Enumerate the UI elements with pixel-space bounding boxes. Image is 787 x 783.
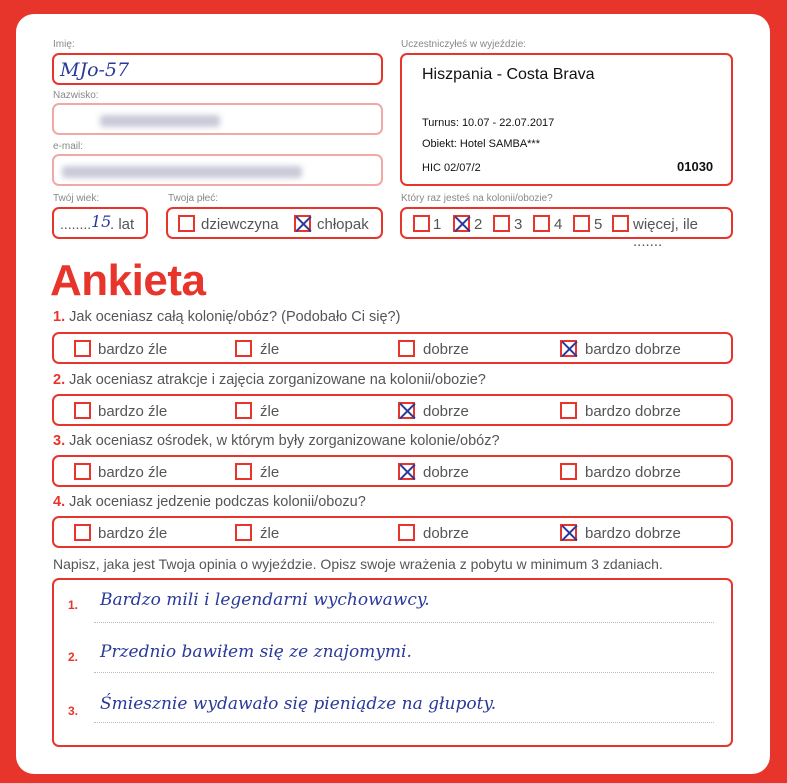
q1-checkbox-zle[interactable]: [235, 340, 252, 357]
times-option-3: 3: [514, 216, 523, 233]
question-1-number: 1.: [53, 309, 66, 325]
q1-option-bardzo-zle: bardzo źle: [98, 341, 168, 358]
trip-info-box: [400, 53, 733, 186]
q4-option-dobrze: dobrze: [423, 525, 469, 542]
q3-checkbox-zle[interactable]: [235, 463, 252, 480]
name-value: MJo-57: [60, 59, 130, 81]
surname-label: Nazwisko:: [53, 90, 99, 101]
opinion-line-1-number: 1.: [68, 598, 79, 612]
q4-checkbox-zle[interactable]: [235, 524, 252, 541]
question-2-answers: [52, 394, 733, 426]
times-option-more: więcej, ile .......: [633, 216, 699, 250]
q4-option-bardzo-dobrze: bardzo dobrze: [585, 525, 681, 542]
times-label: Który raz jesteś na kolonii/obozie?: [401, 193, 553, 204]
trip-label: Uczestniczyłeś w wyjeździe:: [401, 39, 527, 50]
opinion-prompt: Napisz, jaka jest Twoja opinia o wyjeździe. Opisz swoje wrażenia z pobytu w minimum 3 zdaniach.: [53, 556, 663, 572]
q3-checkbox-bardzo-dobrze[interactable]: [560, 463, 577, 480]
camp-destination: Hiszpania - Costa Brava: [422, 66, 595, 83]
q2-checkbox-bardzo-dobrze[interactable]: [560, 402, 577, 419]
times-option-5: 5: [594, 216, 603, 233]
times-checkbox-2[interactable]: [453, 215, 470, 232]
question-1-text: Jak oceniasz całą kolonię/obóz? (Podobało Ci się?): [69, 309, 401, 325]
q2-option-bardzo-zle: bardzo źle: [98, 403, 168, 420]
q1-option-zle: źle: [260, 341, 280, 358]
q2-option-bardzo-dobrze: bardzo dobrze: [585, 403, 681, 420]
question-3: [53, 433, 500, 449]
gender-checkbox-girl[interactable]: [178, 215, 195, 232]
gender-label: Twoja płeć:: [168, 193, 219, 204]
name-field[interactable]: [52, 53, 383, 85]
times-option-2: 2: [474, 216, 483, 233]
opinion-line-3: Śmiesznie wydawało się pieniądze na głupoty.: [100, 694, 497, 714]
email-field[interactable]: [52, 154, 383, 186]
opinion-line-1-rule: [94, 622, 714, 623]
camp-code: HIC 02/07/2: [422, 162, 481, 174]
times-option-1: 1: [433, 216, 442, 233]
question-2-number: 2.: [53, 372, 66, 388]
q2-checkbox-zle[interactable]: [235, 402, 252, 419]
question-3-answers: [52, 455, 733, 487]
redacted-surname: [100, 115, 220, 127]
question-4-number: 4.: [53, 494, 66, 510]
q4-checkbox-dobrze[interactable]: [398, 524, 415, 541]
age-value: 15: [91, 212, 112, 231]
gender-option-boy: chłopak: [317, 216, 369, 233]
age-prefix: ........: [60, 216, 92, 232]
q1-checkbox-bardzo-zle[interactable]: [74, 340, 91, 357]
camp-turnus: Turnus: 10.07 - 22.07.2017: [422, 117, 555, 129]
q2-checkbox-bardzo-zle[interactable]: [74, 402, 91, 419]
q3-checkbox-dobrze[interactable]: [398, 463, 415, 480]
opinion-line-2-number: 2.: [68, 650, 79, 664]
opinion-line-2: Przednio bawiłem się ze znajomymi.: [100, 642, 412, 662]
times-field: [400, 207, 733, 250]
email-label: e-mail:: [53, 141, 84, 152]
times-checkbox-5[interactable]: [573, 215, 590, 232]
question-1-answers: [52, 332, 733, 364]
survey-title: Ankieta: [50, 256, 206, 305]
camp-obiekt: Obiekt: Hotel SAMBA***: [422, 138, 540, 150]
times-checkbox-1[interactable]: [413, 215, 430, 232]
opinion-line-2-rule: [94, 672, 714, 673]
q4-option-bardzo-zle: bardzo źle: [98, 525, 168, 542]
q3-checkbox-bardzo-zle[interactable]: [74, 463, 91, 480]
q1-option-dobrze: dobrze: [423, 341, 469, 358]
q2-checkbox-dobrze[interactable]: [398, 402, 415, 419]
q3-option-zle: źle: [260, 464, 280, 481]
q3-option-bardzo-dobrze: bardzo dobrze: [585, 464, 681, 481]
question-2: [53, 372, 486, 388]
question-2-text: Jak oceniasz atrakcje i zajęcia zorganizowane na kolonii/obozie?: [69, 372, 486, 388]
opinion-line-3-rule: [94, 722, 714, 723]
opinion-line-3-number: 3.: [68, 704, 79, 718]
opinion-line-1: Bardzo mili i legendarni wychowawcy.: [100, 590, 430, 610]
q1-checkbox-bardzo-dobrze[interactable]: [560, 340, 577, 357]
q4-checkbox-bardzo-dobrze[interactable]: [560, 524, 577, 541]
times-checkbox-more[interactable]: [612, 215, 629, 232]
gender-checkbox-boy[interactable]: [294, 215, 311, 232]
q2-option-zle: źle: [260, 403, 280, 420]
opinion-box[interactable]: [52, 578, 733, 747]
age-label: Twój wiek:: [53, 193, 100, 204]
question-3-text: Jak oceniasz ośrodek, w którym były zorganizowane kolonie/obóz?: [69, 433, 500, 449]
q3-option-dobrze: dobrze: [423, 464, 469, 481]
times-option-4: 4: [554, 216, 563, 233]
question-3-number: 3.: [53, 433, 66, 449]
question-4-answers: [52, 516, 733, 548]
q2-option-dobrze: dobrze: [423, 403, 469, 420]
name-label: Imię:: [53, 39, 75, 50]
age-field[interactable]: [52, 207, 148, 239]
age-suffix: . lat: [110, 216, 135, 233]
times-checkbox-3[interactable]: [493, 215, 510, 232]
q1-checkbox-dobrze[interactable]: [398, 340, 415, 357]
gender-field: [166, 207, 383, 239]
q4-checkbox-bardzo-zle[interactable]: [74, 524, 91, 541]
question-4-text: Jak oceniasz jedzenie podczas kolonii/obozu?: [69, 494, 366, 510]
redacted-email: [62, 166, 302, 178]
q1-option-bardzo-dobrze: bardzo dobrze: [585, 341, 681, 358]
times-checkbox-4[interactable]: [533, 215, 550, 232]
gender-option-girl: dziewczyna: [201, 216, 279, 233]
camp-number: 01030: [677, 159, 714, 174]
question-1: [53, 309, 400, 325]
surname-field[interactable]: [52, 103, 383, 135]
q3-option-bardzo-zle: bardzo źle: [98, 464, 168, 481]
question-4: [53, 494, 366, 510]
q4-option-zle: źle: [260, 525, 280, 542]
